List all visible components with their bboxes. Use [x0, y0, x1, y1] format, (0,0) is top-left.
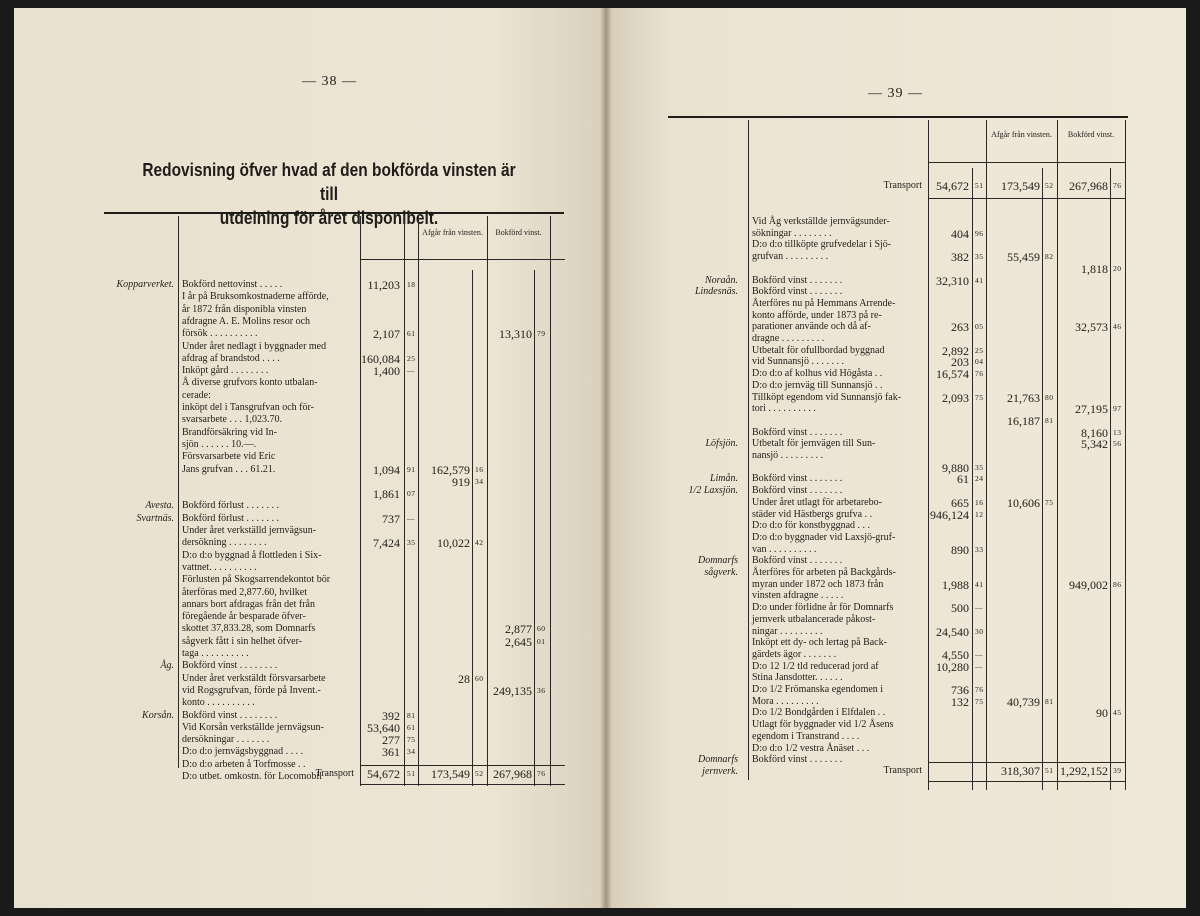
ledger-line: dersökningar . . . . . . . — [182, 734, 270, 746]
ledger-line: Bokförd förlust . . . . . . . — [182, 500, 279, 512]
transport-amount: 173,549 — [431, 767, 470, 781]
ledger-line: Återföres nu på Hemmans Arrende- — [752, 297, 896, 309]
ledger-line: Utlagt för byggnader vid 1/2 Åsens — [752, 719, 894, 731]
ledger-line: van . . . . . . . . . . — [752, 543, 817, 555]
section-label: jernverk. — [702, 765, 738, 777]
ledger-line: nansjö . . . . . . . . . — [752, 450, 824, 461]
divider — [550, 216, 551, 786]
section-label: Domnarfs — [697, 754, 738, 766]
transport-amount: 267,968 — [1069, 179, 1108, 193]
ledger-line: Bokförd vinst . . . . . . . — [752, 426, 843, 438]
ledger-line: Inköpt gård . . . . . . . . — [182, 365, 269, 377]
ledger-line: vattnet. . . . . . . . . . — [182, 561, 257, 573]
ledger-line: I år på Bruksomkostnaderne afförde, — [182, 291, 329, 303]
ledger-line: Inköpt ett dy- och lertag på Back- — [752, 637, 887, 649]
ledger-line: dersökning . . . . . . . . — [182, 537, 267, 549]
amount: 736 — [951, 683, 969, 697]
amount-ore: 36 — [537, 685, 546, 695]
ledger-line: D:o d:o arbeten å Torfmosse . . — [182, 758, 306, 770]
ledger-line: år 1872 från disponibla vinsten — [182, 303, 307, 315]
divider — [1042, 168, 1043, 790]
ledger-line: gärdets ägor . . . . . . . — [752, 648, 837, 660]
divider — [360, 216, 361, 786]
amount: 263 — [951, 320, 969, 335]
amount: 737 — [382, 511, 400, 526]
ledger-line: afdragne A. E. Molins resor och — [182, 315, 311, 327]
ledger-line: Jans grufvan . . . 61.21. — [182, 463, 276, 475]
amount-ore: 75 — [975, 392, 984, 402]
amount: 4,550 — [942, 647, 969, 662]
ledger-line: dragne . . . . . . . . . — [752, 333, 825, 344]
ledger-line: svarsarbete . . . 1,023.70. — [182, 414, 282, 426]
amount: 16,187 — [1007, 413, 1040, 428]
amount: 249,135 — [493, 683, 532, 698]
header-col-bokford: Bokförd vinst. — [1067, 130, 1115, 139]
amount: 162,579 — [431, 462, 470, 477]
transport-ore: 76 — [537, 769, 546, 778]
amount-ore: 24 — [975, 474, 984, 484]
divider — [972, 168, 973, 790]
section-label: Limån. — [709, 473, 738, 485]
divider — [534, 270, 535, 786]
ledger-line: inköpt del i Tansgrufvan och för- — [182, 402, 314, 413]
ledger-line: D:o 1/2 Bondgården i Elfdalen . . — [752, 707, 886, 719]
amount-ore: 18 — [407, 280, 416, 289]
divider — [748, 120, 749, 780]
ledger-line: myran under 1872 och 1873 från — [752, 578, 884, 590]
amount: 21,763 — [1007, 390, 1040, 405]
transport-ore: 51 — [1045, 766, 1054, 775]
amount-ore: 35 — [407, 538, 416, 548]
ledger-line: vid Rogsgrufvan, förde på Invent.- — [182, 684, 321, 696]
amount-ore: 34 — [475, 476, 484, 486]
book-spread — [14, 8, 1186, 908]
ledger-line: konto afförde, under 1873 på re- — [752, 309, 882, 321]
amount-ore: 16 — [975, 497, 984, 507]
amount: 1,988 — [942, 577, 969, 592]
amount-ore: 60 — [475, 673, 484, 683]
transport-amount: 54,672 — [367, 767, 400, 781]
section-label: Lindesnäs. — [694, 286, 738, 298]
ledger-line: D:o d:o jernväg till Sunnansjö . . — [752, 379, 883, 391]
amount: 40,739 — [1007, 694, 1040, 709]
amount-ore: 25 — [975, 345, 984, 355]
divider — [418, 216, 419, 786]
ledger-line: Bokförd vinst . . . . . . . . — [182, 709, 278, 721]
amount-ore: 30 — [975, 626, 984, 636]
amount-ore: 56 — [1113, 439, 1122, 449]
amount-ore: 46 — [1113, 322, 1122, 332]
transport-amount: 173,549 — [1001, 179, 1040, 193]
ledger-line: vinsten afdragne . . . . . — [752, 590, 844, 602]
transport-rule — [360, 765, 565, 766]
divider — [472, 270, 473, 786]
amount-ore: 97 — [1113, 404, 1122, 414]
ledger-line: Under året verkstäldt försvarsarbete — [182, 672, 326, 684]
page-number: — 39 — — [868, 86, 923, 101]
section-label: Avesta. — [145, 500, 174, 512]
ledger-line: återföras med 2,877.60, hvilket — [182, 586, 307, 598]
amount-ore: 79 — [537, 329, 546, 339]
ledger-line: Stina Jansdotter. . . . . . — [752, 672, 843, 684]
amount: 90 — [1096, 706, 1108, 721]
table-top-rule — [668, 116, 1128, 118]
amount: 949,002 — [1069, 577, 1108, 592]
amount-ore: — — [407, 366, 415, 376]
amount-ore: 33 — [975, 544, 984, 554]
amount: 919 — [452, 474, 470, 489]
amount: 10,606 — [1007, 495, 1040, 510]
amount-ore: 01 — [537, 636, 546, 646]
left-page — [14, 8, 606, 908]
ledger-line: sågverk fått i sin helhet öfver- — [182, 635, 303, 647]
page-number: — 38 — — [302, 74, 357, 89]
amount-ore: 76 — [975, 685, 984, 694]
ledger-line: annars bort afdragas från det från — [182, 598, 315, 610]
amount: 160,084 — [361, 351, 400, 366]
transport-ore: 51 — [407, 769, 416, 778]
ledger-line: egendom i Transtrand . . . . — [752, 730, 860, 742]
amount: 1,818 — [1081, 261, 1108, 276]
transport-amount: 54,672 — [936, 179, 969, 193]
header-rule — [928, 162, 1126, 163]
header-rule — [360, 259, 565, 260]
bottom-rule — [928, 781, 1126, 782]
amount: 32,310 — [936, 273, 969, 288]
amount: 7,424 — [373, 536, 400, 551]
ledger-line: ningar . . . . . . . . . — [752, 625, 823, 637]
divider — [1110, 168, 1111, 790]
amount-ore: 20 — [1113, 263, 1122, 273]
book-gutter — [600, 8, 612, 908]
ledger-line: sökningar . . . . . . . . — [752, 227, 832, 239]
amount-ore: — — [975, 661, 983, 671]
transport-rule — [928, 762, 1126, 763]
amount: 27,195 — [1075, 402, 1108, 417]
ledger-line: konto . . . . . . . . . . — [182, 697, 255, 709]
header-col-afgar: Afgår från vinsten. — [991, 130, 1052, 139]
amount-ore: — — [975, 649, 983, 659]
ledger-line: D:o d:o jernvägsbyggnad . . . . — [182, 746, 304, 758]
amount-ore: 91 — [407, 464, 416, 474]
ledger-line: D:o 1/2 Frömanska egendomen i — [752, 684, 884, 695]
transport-label: Transport — [883, 765, 922, 776]
amount-ore: 81 — [1045, 415, 1054, 425]
transport-ore: 76 — [1113, 181, 1122, 190]
amount: 392 — [382, 708, 400, 723]
transport-label: Transport — [883, 180, 922, 191]
ledger-line: Vid Åg verkställde jernvägsunder- — [752, 216, 890, 227]
amount-ore: 45 — [1113, 708, 1122, 718]
ledger-line: skottet 37,833.28, som Domnarfs — [182, 623, 316, 635]
ledger-line: afdrag af brandstod . . . . — [182, 352, 280, 364]
divider — [1125, 120, 1126, 790]
amount-ore: 80 — [1045, 392, 1054, 402]
ledger-line: D:o d:o af kolhus vid Högåsta . . — [752, 368, 883, 380]
section-label: Noraån. — [704, 274, 738, 286]
section-label: Svartnäs. — [136, 512, 174, 524]
amount-ore: 41 — [975, 579, 984, 589]
section-label: Åg. — [160, 660, 174, 672]
transport-label: Transport — [315, 768, 354, 779]
amount: 1,400 — [373, 364, 400, 379]
ledger-line: föregående år besparade öfver- — [182, 611, 306, 623]
ledger-line: försök . . . . . . . . . . — [182, 328, 258, 340]
ledger-line: Bokförd vinst . . . . . . . — [752, 286, 843, 298]
amount: 2,877 — [505, 622, 532, 637]
amount: 5,342 — [1081, 437, 1108, 452]
amount: 203 — [951, 355, 969, 370]
ledger-line: D:o d:o byggnad å flottleden i Six- — [182, 549, 322, 561]
amount: 500 — [951, 601, 969, 616]
amount: 890 — [951, 542, 969, 557]
ledger-line: städer vid Hästbergs grufva . . — [752, 508, 873, 520]
transport-ore: 52 — [475, 769, 484, 778]
divider — [404, 216, 405, 786]
amount: 55,459 — [1007, 250, 1040, 265]
amount: 2,093 — [942, 390, 969, 405]
ledger-line: Under året utlagt för arbetarebo- — [752, 496, 882, 508]
right-page — [606, 8, 1186, 908]
ledger-line: D:o d:o tillköpte grufvedelar i Sjö- — [752, 239, 892, 251]
ledger-line: Brandförsäkring vid In- — [182, 426, 277, 438]
amount-ore: 81 — [407, 710, 416, 720]
ledger-line: grufvan . . . . . . . . . — [752, 251, 829, 263]
amount-ore: 05 — [975, 322, 984, 332]
amount: 24,540 — [936, 624, 969, 639]
ledger-line: Utbetalt för jernvägen till Sun- — [752, 438, 876, 450]
amount: 665 — [951, 495, 969, 510]
amount-ore: 61 — [407, 329, 416, 339]
amount: 16,574 — [936, 367, 969, 382]
amount-ore: 76 — [975, 369, 984, 379]
section-label: Kopparverket. — [116, 279, 174, 290]
amount-ore: 75 — [407, 735, 416, 745]
amount: 361 — [382, 745, 400, 760]
amount-ore: 12 — [975, 509, 984, 519]
transport-ore: 51 — [975, 181, 984, 190]
section-label: Korsån. — [142, 709, 174, 721]
amount-ore: 75 — [1045, 497, 1054, 507]
ledger-line: Förlusten på Skogsarrendekontot bör — [182, 574, 331, 586]
amount: 32,573 — [1075, 320, 1108, 335]
transport-amount: 267,968 — [493, 767, 532, 781]
ledger-line: Bokförd vinst . . . . . . . — [752, 473, 843, 485]
ledger-line: D:o utbet. omkostn. för Locomobil — [182, 771, 322, 782]
amount: 9,880 — [942, 460, 969, 475]
ledger-line: cerade: — [182, 389, 211, 401]
ledger-line: Mora . . . . . . . . . — [752, 695, 819, 707]
ledger-line: Bokförd förlust . . . . . . . — [182, 512, 279, 524]
amount: 946,124 — [930, 507, 969, 522]
header-col-afgar: Afgår från vinsten. — [422, 228, 483, 237]
amount-ore: 35 — [975, 252, 984, 262]
amount: 132 — [951, 694, 969, 709]
divider — [178, 216, 179, 768]
amount-ore: 86 — [1113, 579, 1122, 589]
amount-ore: 13 — [1113, 427, 1122, 437]
amount: 10,022 — [437, 536, 470, 551]
ledger-line: Under året nedlagt i byggnader med — [182, 340, 327, 352]
amount: 61 — [957, 472, 969, 487]
amount-ore: 34 — [407, 747, 416, 757]
page-title — [140, 158, 518, 230]
divider — [1057, 120, 1058, 790]
section-label: Domnarfs — [697, 555, 738, 567]
amount-ore: 96 — [975, 228, 984, 238]
ledger-line: D:o d:o för konstbyggnad . . . — [752, 520, 871, 532]
amount-ore: 07 — [407, 489, 416, 499]
amount: 2,892 — [942, 343, 969, 358]
ledger-line: parationer använde och då af- — [752, 321, 871, 333]
ledger-line: Å diverse grufvors konto utbalan- — [182, 377, 318, 389]
bottom-rule — [360, 784, 565, 785]
ledger-line: Under året verkställd jernvägsun- — [182, 525, 317, 536]
amount: 2,645 — [505, 634, 532, 649]
divider — [487, 216, 488, 786]
table-top-rule — [104, 212, 564, 214]
ledger-line: D:o 12 1/2 tld reducerad jord af — [752, 660, 879, 672]
ledger-line: Bokförd vinst . . . . . . . — [752, 274, 843, 286]
amount: 10,280 — [936, 659, 969, 674]
ledger-line: Försvarsarbete vid Eric — [182, 451, 276, 463]
title-line-2: utdelning för året disponibelt. — [219, 208, 439, 228]
ledger-line: D:o d:o byggnader vid Laxsjö-gruf- — [752, 531, 896, 543]
ledger-line: jernverk utbalancerade påkost- — [752, 613, 876, 625]
header-col-bokford: Bokförd vinst. — [495, 228, 542, 237]
amount-ore: 42 — [475, 538, 484, 548]
ledger-line: Bokförd nettovinst . . . . . — [182, 279, 283, 290]
divider — [986, 120, 987, 790]
amount: 53,640 — [367, 720, 400, 735]
amount: 1,861 — [373, 487, 400, 502]
ledger-line: Bokförd vinst . . . . . . . — [752, 485, 843, 497]
ledger-line: sjön . . . . . . 10.—. — [182, 438, 257, 450]
section-label: 1/2 Laxsjön. — [688, 485, 738, 497]
section-label: Löfsjön. — [705, 438, 738, 450]
amount: 1,094 — [373, 462, 400, 477]
ledger-line: Bokförd vinst . . . . . . . . — [182, 660, 278, 672]
amount: 13,310 — [499, 327, 532, 342]
amount: 8,160 — [1081, 425, 1108, 440]
amount-ore: 60 — [537, 624, 546, 634]
amount-ore: 35 — [975, 462, 984, 472]
ledger-line: Tillköpt egendom vid Sunnansjö fak- — [752, 391, 902, 403]
amount-ore: — — [407, 513, 415, 523]
amount-ore: 16 — [475, 464, 484, 474]
ledger-line: Bokförd vinst . . . . . . . — [752, 555, 843, 567]
ledger-line: D:o under förlidne år för Domnarfs — [752, 602, 894, 614]
ledger-line: D:o d:o 1/2 vestra Ånäset . . . — [752, 742, 870, 754]
amount-ore: 81 — [1045, 696, 1054, 706]
amount-ore: 61 — [407, 722, 416, 732]
amount-ore: 04 — [975, 357, 984, 367]
amount-ore: 41 — [975, 275, 984, 285]
transport-rule — [928, 198, 1126, 199]
amount-ore: 25 — [407, 353, 416, 363]
amount: 11,203 — [367, 278, 400, 292]
amount-ore: 75 — [975, 696, 984, 706]
transport-amount: 318,307 — [1001, 764, 1040, 778]
amount: 2,107 — [373, 327, 400, 342]
amount: 382 — [951, 250, 969, 265]
ledger-line: vid Sunnansjö . . . . . . . — [752, 356, 844, 368]
section-label: sågverk. — [704, 567, 738, 578]
ledger-line: Vid Korsån verkställde jernvägsun- — [182, 721, 324, 733]
ledger-line: taga . . . . . . . . . . — [182, 648, 249, 659]
title-line-1: Redovisning öfver hvad af den bokförda vinsten är till — [142, 160, 516, 204]
ledger-line: tori . . . . . . . . . . — [752, 403, 816, 415]
ledger-line: Återföres för arbeten på Backgårds- — [752, 567, 896, 578]
amount-ore: 82 — [1045, 252, 1054, 262]
amount-ore: — — [975, 603, 983, 613]
ledger-line: Utbetalt för ofullbordad byggnad — [752, 344, 885, 356]
amount: 277 — [382, 733, 400, 748]
transport-amount: 1,292,152 — [1060, 764, 1108, 778]
amount: 404 — [951, 226, 969, 241]
transport-ore: 52 — [1045, 181, 1054, 190]
amount: 28 — [458, 671, 470, 686]
ledger-line: Bokförd vinst . . . . . . . — [752, 754, 843, 766]
transport-ore: 39 — [1113, 766, 1122, 775]
